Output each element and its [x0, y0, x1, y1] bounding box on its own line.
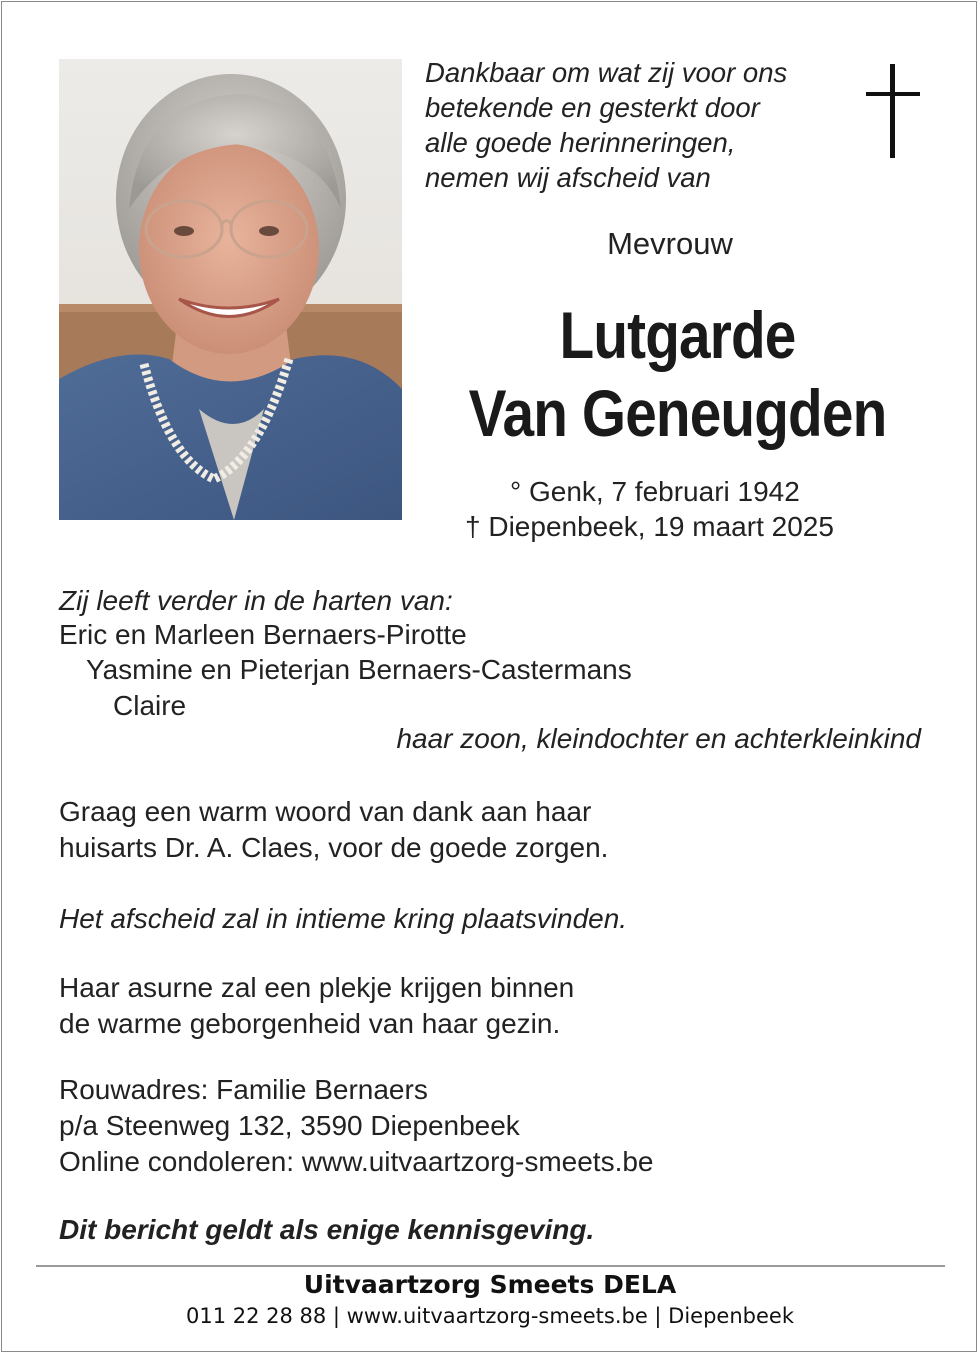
funeral-home-contact: 011 22 28 88 | www.uitvaartzorg-smeets.be | Diepenbeek [185, 1304, 794, 1328]
portrait-photo [59, 59, 402, 520]
notice-text: Dit bericht geldt als enige kennisgeving. [59, 1214, 595, 1245]
death-line: † Diepenbeek, 19 maart 2025 [465, 511, 834, 542]
survivor-line-3: Claire [113, 690, 187, 721]
funeral-home-name: Uitvaartzorg Smeets DELA [303, 1270, 677, 1299]
footer-divider [36, 1265, 945, 1267]
first-name: Lutgarde [559, 298, 796, 372]
honorific: Mevrouw [607, 226, 733, 261]
survivors-heading: Zij leeft verder in de harten van: [59, 585, 453, 616]
thanks-text: Graag een warm woord van dank aan haar huisarts Dr. A. Claes, voor de goede zorgen. [59, 796, 609, 863]
deceased-name [465, 296, 891, 452]
birth-line: ° Genk, 7 februari 1942 [510, 476, 800, 507]
survivors-relation: haar zoon, kleindochter en achterkleinkind [396, 723, 921, 754]
farewell-text: Het afscheid zal in intieme kring plaatsvinden. [59, 903, 628, 934]
address-block: Rouwadres: Familie Bernaers p/a Steenweg 132, 3590 Diepenbeek Online condoleren: www.uitvaartzorg-smeets.be [59, 1074, 654, 1177]
intro-text: Dankbaar om wat zij voor ons betekende en gesterkt door alle goede herinneringen, nemen wij afscheid van [425, 57, 788, 193]
survivor-line-2: Yasmine en Pieterjan Bernaers-Castermans [86, 654, 632, 685]
last-name: Van Geneugden [468, 376, 887, 450]
survivor-line-1: Eric en Marleen Bernaers-Pirotte [59, 619, 467, 650]
ashes-text: Haar asurne zal een plekje krijgen binnen de warme geborgenheid van haar gezin. [59, 972, 575, 1039]
cross-icon [866, 64, 920, 158]
